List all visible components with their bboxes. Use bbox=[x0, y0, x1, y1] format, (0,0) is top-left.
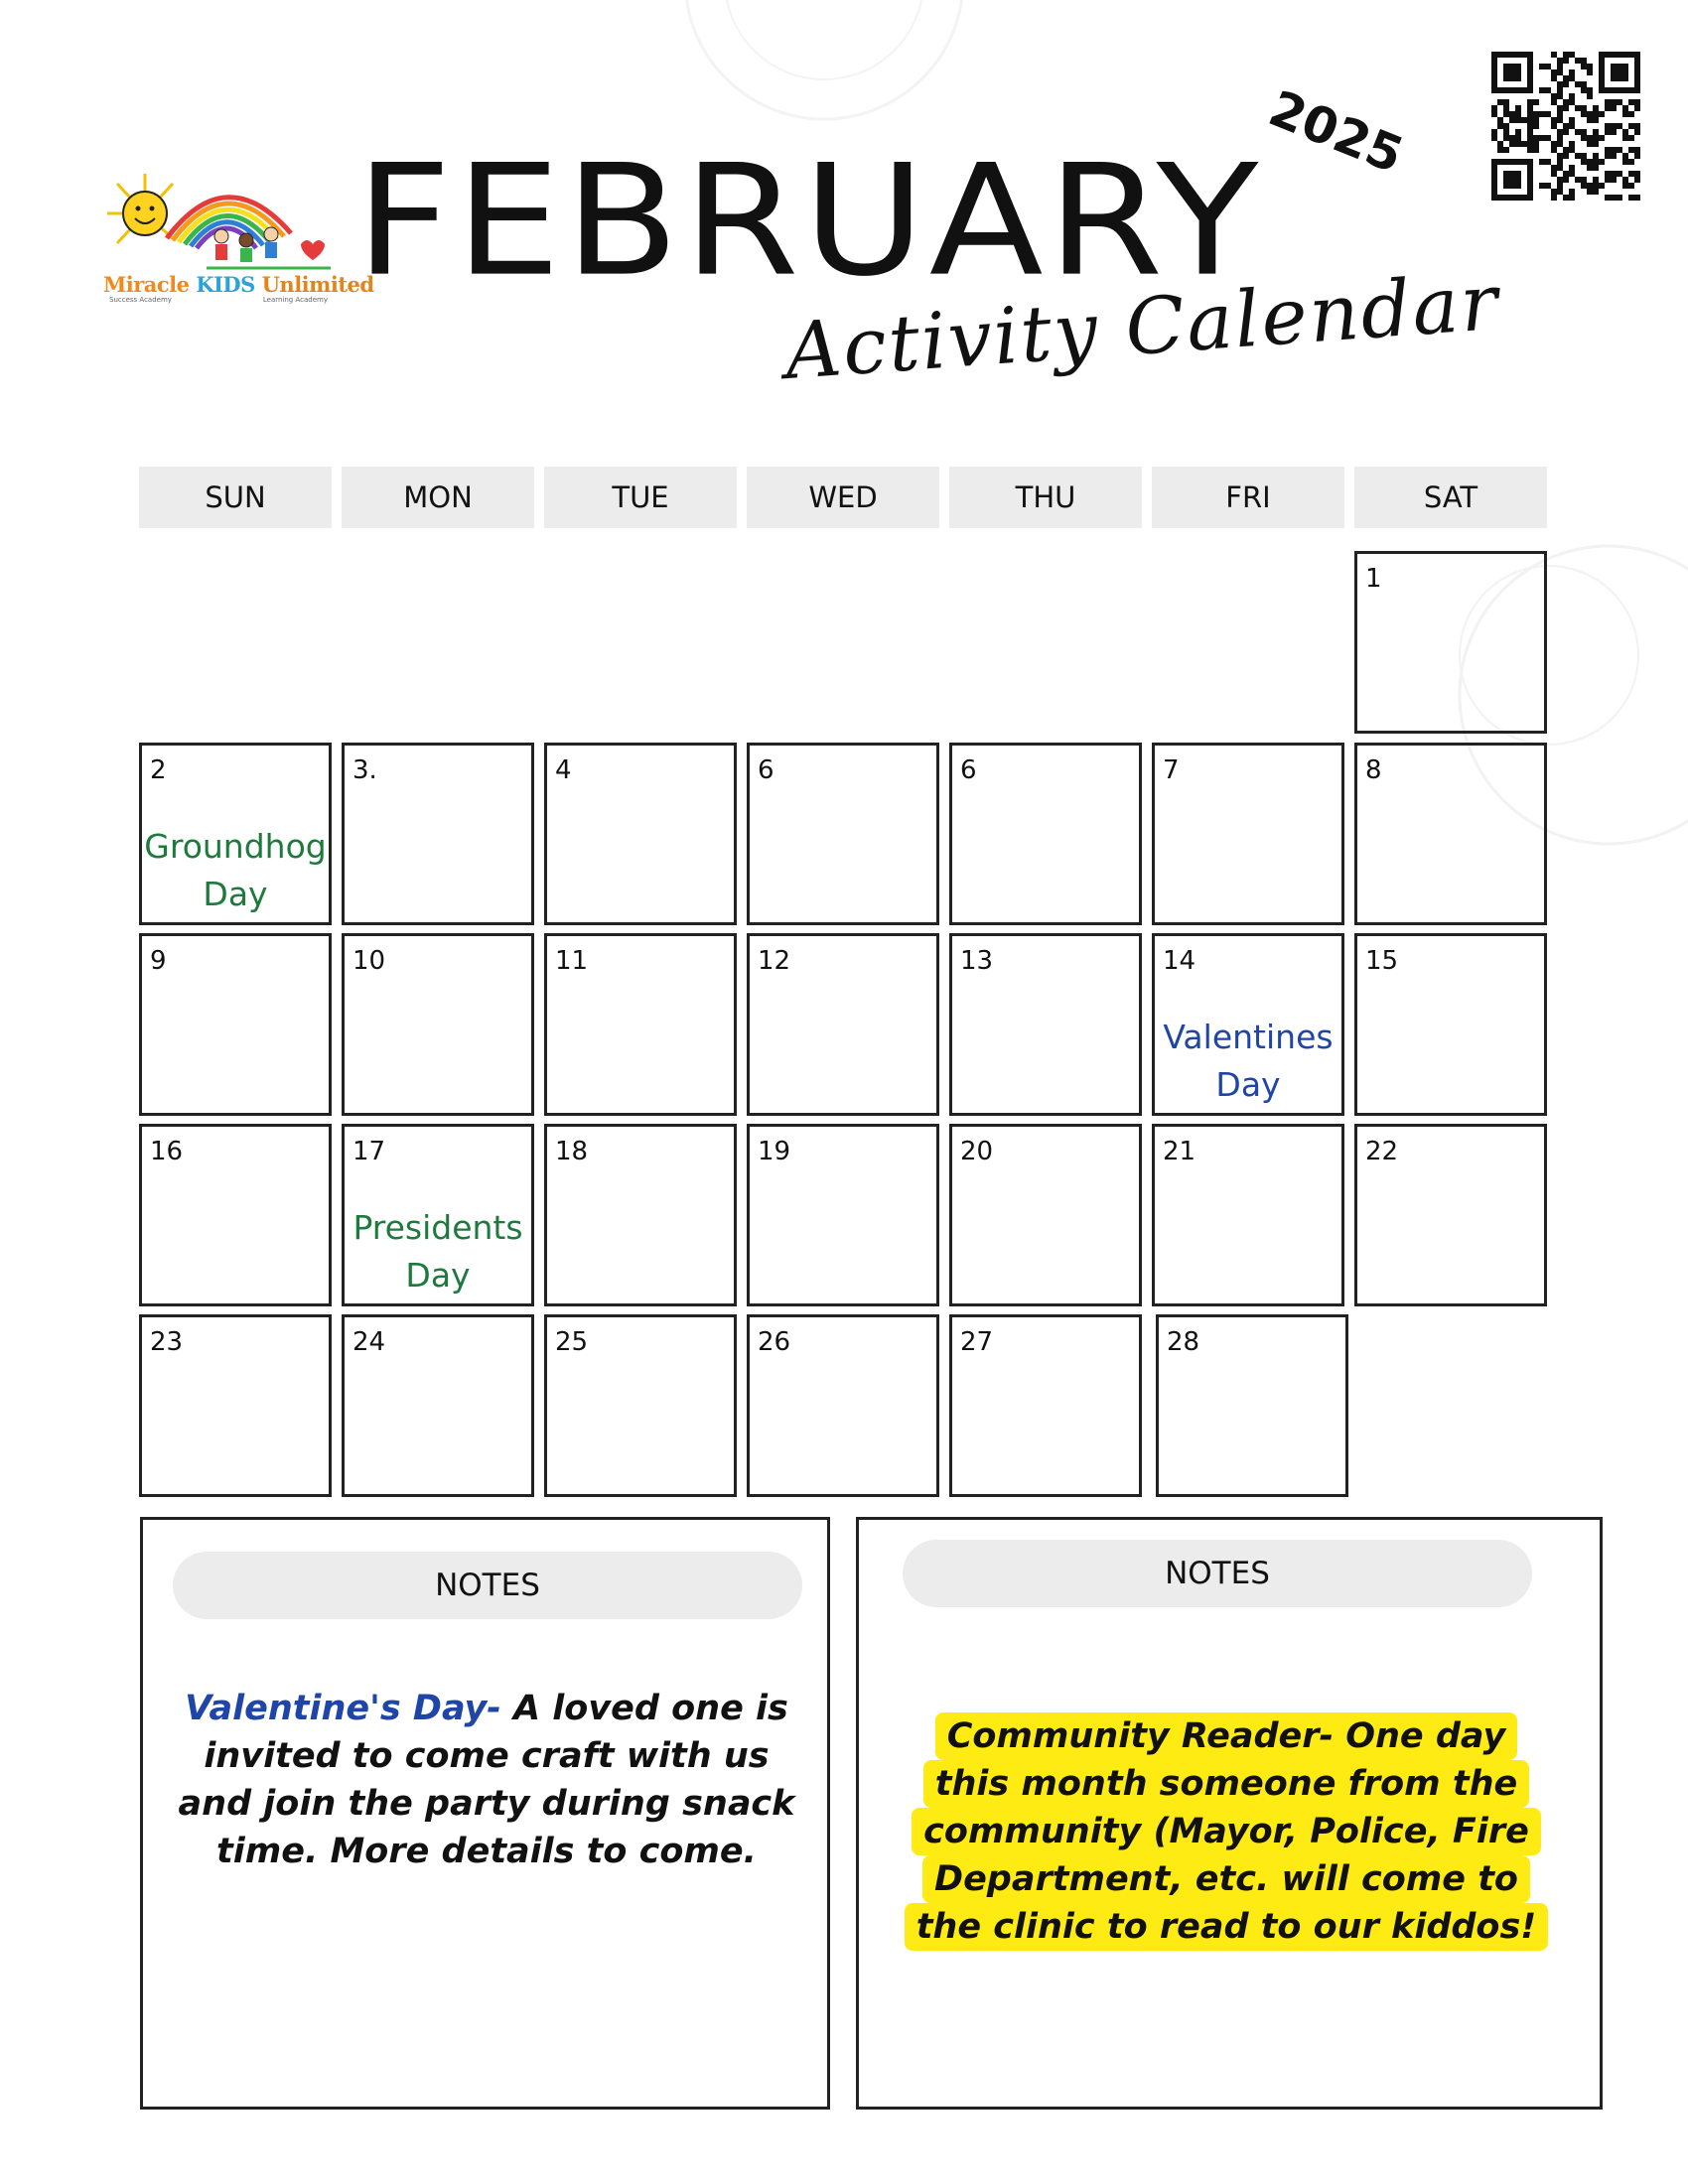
day-cell[interactable] bbox=[342, 1124, 534, 1306]
day-number: 9 bbox=[150, 946, 167, 976]
day-number: 6 bbox=[758, 755, 774, 785]
logo-word-unlimited: Unlimited bbox=[261, 272, 374, 297]
valentines-note-lead: Valentine's Day- bbox=[185, 1689, 501, 1728]
day-cell[interactable] bbox=[949, 933, 1142, 1116]
day-number: 23 bbox=[150, 1327, 184, 1357]
day-number: 2 bbox=[150, 755, 167, 785]
weekday-header-fri: FRI bbox=[1152, 467, 1344, 528]
day-cell[interactable] bbox=[1152, 933, 1344, 1116]
year-label: 2025 bbox=[1261, 79, 1412, 185]
day-cell[interactable] bbox=[342, 743, 534, 925]
day-cell[interactable] bbox=[747, 1124, 939, 1306]
day-number: 10 bbox=[352, 946, 386, 976]
day-number: 28 bbox=[1167, 1327, 1200, 1357]
day-cell[interactable] bbox=[544, 1314, 737, 1497]
day-number: 24 bbox=[352, 1327, 386, 1357]
day-cell[interactable] bbox=[1152, 743, 1344, 925]
weekday-header-mon: MON bbox=[342, 467, 534, 528]
day-number: 7 bbox=[1163, 755, 1180, 785]
logo-sub-left: Success Academy bbox=[109, 296, 172, 304]
day-cell[interactable] bbox=[1156, 1314, 1348, 1497]
day-number: 25 bbox=[555, 1327, 589, 1357]
logo-sub-right: Learning Academy bbox=[262, 296, 328, 304]
day-number: 12 bbox=[758, 946, 791, 976]
day-number: 18 bbox=[555, 1137, 589, 1166]
notes-box-left bbox=[140, 1517, 830, 2110]
day-event: Groundhog Day bbox=[144, 827, 327, 913]
day-cell[interactable] bbox=[544, 1124, 737, 1306]
day-cell[interactable] bbox=[747, 743, 939, 925]
notes-title-right: NOTES bbox=[903, 1540, 1532, 1607]
day-number: 26 bbox=[758, 1327, 791, 1357]
notes-text-left bbox=[169, 1685, 804, 1875]
day-cell[interactable] bbox=[342, 1314, 534, 1497]
day-number: 20 bbox=[960, 1137, 994, 1166]
day-cell[interactable] bbox=[1152, 1124, 1344, 1306]
notes-box-right bbox=[856, 1517, 1603, 2110]
month-title: FEBRUARY bbox=[355, 131, 1263, 311]
day-number: 11 bbox=[555, 946, 589, 976]
day-number: 3. bbox=[352, 755, 377, 785]
day-number: 19 bbox=[758, 1137, 791, 1166]
logo-wordmark bbox=[103, 272, 374, 297]
day-event: Presidents Day bbox=[352, 1208, 523, 1295]
day-event: Valentines Day bbox=[1163, 1018, 1334, 1104]
logo-subtext bbox=[109, 296, 328, 304]
day-number: 6 bbox=[960, 755, 977, 785]
day-cell[interactable] bbox=[544, 743, 737, 925]
day-cell[interactable] bbox=[342, 933, 534, 1116]
day-number: 8 bbox=[1365, 755, 1382, 785]
day-cell[interactable] bbox=[1354, 1124, 1547, 1306]
day-cell[interactable] bbox=[139, 743, 332, 925]
day-cell[interactable] bbox=[1354, 551, 1547, 734]
day-cell[interactable] bbox=[949, 1124, 1142, 1306]
weekday-header-thu: THU bbox=[949, 467, 1142, 528]
notes-title-left: NOTES bbox=[173, 1552, 802, 1619]
weekday-header-wed: WED bbox=[747, 467, 939, 528]
day-number: 13 bbox=[960, 946, 994, 976]
day-number: 15 bbox=[1365, 946, 1399, 976]
day-cell[interactable] bbox=[949, 1314, 1142, 1497]
day-number: 27 bbox=[960, 1327, 994, 1357]
day-number: 17 bbox=[352, 1137, 386, 1166]
weekday-header-sat: SAT bbox=[1354, 467, 1547, 528]
day-cell[interactable] bbox=[139, 1124, 332, 1306]
day-cell[interactable] bbox=[544, 933, 737, 1116]
weekday-header-sun: SUN bbox=[139, 467, 332, 528]
day-number: 16 bbox=[150, 1137, 184, 1166]
community-reader-note: Community Reader- One day this month someone from the community (Mayor, Police, Fire Department, etc. will come to the clinic to read to our kiddos! bbox=[905, 1712, 1549, 1951]
calendar-subtitle: Activity Calendar bbox=[781, 257, 1503, 398]
day-number: 4 bbox=[555, 755, 572, 785]
day-cell[interactable] bbox=[139, 933, 332, 1116]
logo-word-miracle: Miracle bbox=[103, 272, 190, 297]
day-number: 21 bbox=[1163, 1137, 1196, 1166]
day-number: 14 bbox=[1163, 946, 1196, 976]
valentines-note-body: A loved one is invited to come craft with us and join the party during snack time. More details to come. bbox=[178, 1689, 795, 1871]
day-number: 22 bbox=[1365, 1137, 1399, 1166]
qr-code-icon bbox=[1491, 52, 1640, 201]
notes-text-right bbox=[899, 1712, 1554, 1951]
day-cell[interactable] bbox=[1354, 743, 1547, 925]
weekday-header-tue: TUE bbox=[544, 467, 737, 528]
day-cell[interactable] bbox=[139, 1314, 332, 1497]
logo-word-kids: KIDS bbox=[196, 272, 255, 297]
day-cell[interactable] bbox=[747, 933, 939, 1116]
day-cell[interactable] bbox=[747, 1314, 939, 1497]
day-cell[interactable] bbox=[949, 743, 1142, 925]
day-number: 1 bbox=[1365, 564, 1382, 594]
day-cell[interactable] bbox=[1354, 933, 1547, 1116]
